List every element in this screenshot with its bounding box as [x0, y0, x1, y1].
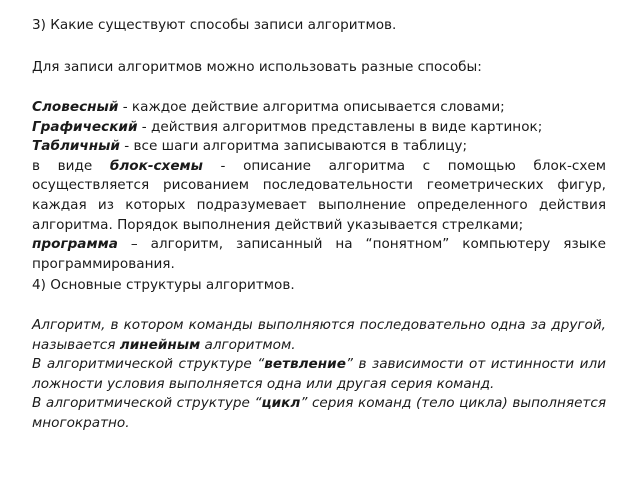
method-program	[32, 235, 606, 274]
method-verbal	[32, 98, 606, 118]
heading-3	[32, 16, 606, 36]
method-flowchart-prefix: в виде	[32, 157, 110, 174]
method-tabular-term: Табличный	[32, 138, 120, 155]
structure-linear-after: алгоритмом.	[200, 336, 296, 353]
method-flowchart-term: блок-схемы	[109, 157, 203, 174]
structure-loop-before: В алгоритмической структуре “	[32, 395, 262, 412]
method-graphic-text: - действия алгоритмов представлены в виде картинок;	[137, 118, 543, 135]
method-verbal-term: Словесный	[32, 99, 119, 115]
heading-4-text: 4) Основные структуры алгоритмов.	[32, 277, 295, 293]
method-tabular-text: - все шаги алгоритма записываются в таблицу;	[119, 138, 468, 155]
heading-4	[32, 276, 606, 296]
method-flowchart-text: - описание алгоритма с помощью блок-схем осуществляется рисованием последовательности геометрических фигур, каждая из которых подразумевает выполнение определенного действия алгоритма. Порядок выполнения действий указывается стрелками;	[32, 157, 607, 233]
intro-text: Для записи алгоритмов можно использовать разные способы:	[32, 59, 482, 75]
structure-branch-before: В алгоритмической структуре “	[32, 356, 265, 373]
method-verbal-text: - каждое действие алгоритма описывается словами;	[118, 99, 505, 115]
method-graphic-term: Графический	[32, 118, 138, 135]
structure-linear	[32, 316, 606, 355]
structure-loop	[32, 394, 606, 433]
methods-list	[32, 98, 606, 274]
method-program-text: – алгоритм, записанный на “понятном” компьютеру языке программирования.	[32, 236, 606, 272]
method-flowchart	[32, 157, 606, 235]
structure-branch-term: ветвление	[264, 356, 346, 373]
intro-paragraph	[32, 58, 606, 78]
structure-linear-before: Алгоритм, в котором команды выполняются последовательно одна за другой, называется	[32, 317, 606, 353]
structure-loop-after: ” серия команд (тело цикла) выполняется многократно.	[32, 395, 606, 431]
heading-3-text: 3) Какие существуют способы записи алгоритмов.	[32, 17, 397, 33]
method-tabular	[32, 137, 606, 157]
method-program-term: программа	[32, 236, 118, 253]
structure-loop-term: цикл	[261, 395, 301, 412]
structure-linear-term: линейным	[119, 336, 201, 353]
structures-list	[32, 316, 606, 434]
structure-branch	[32, 355, 606, 394]
method-graphic	[32, 118, 606, 138]
structure-branch-after: ” в зависимости от истинности или ложности условия выполняется одна или другая серия команд.	[32, 356, 606, 392]
